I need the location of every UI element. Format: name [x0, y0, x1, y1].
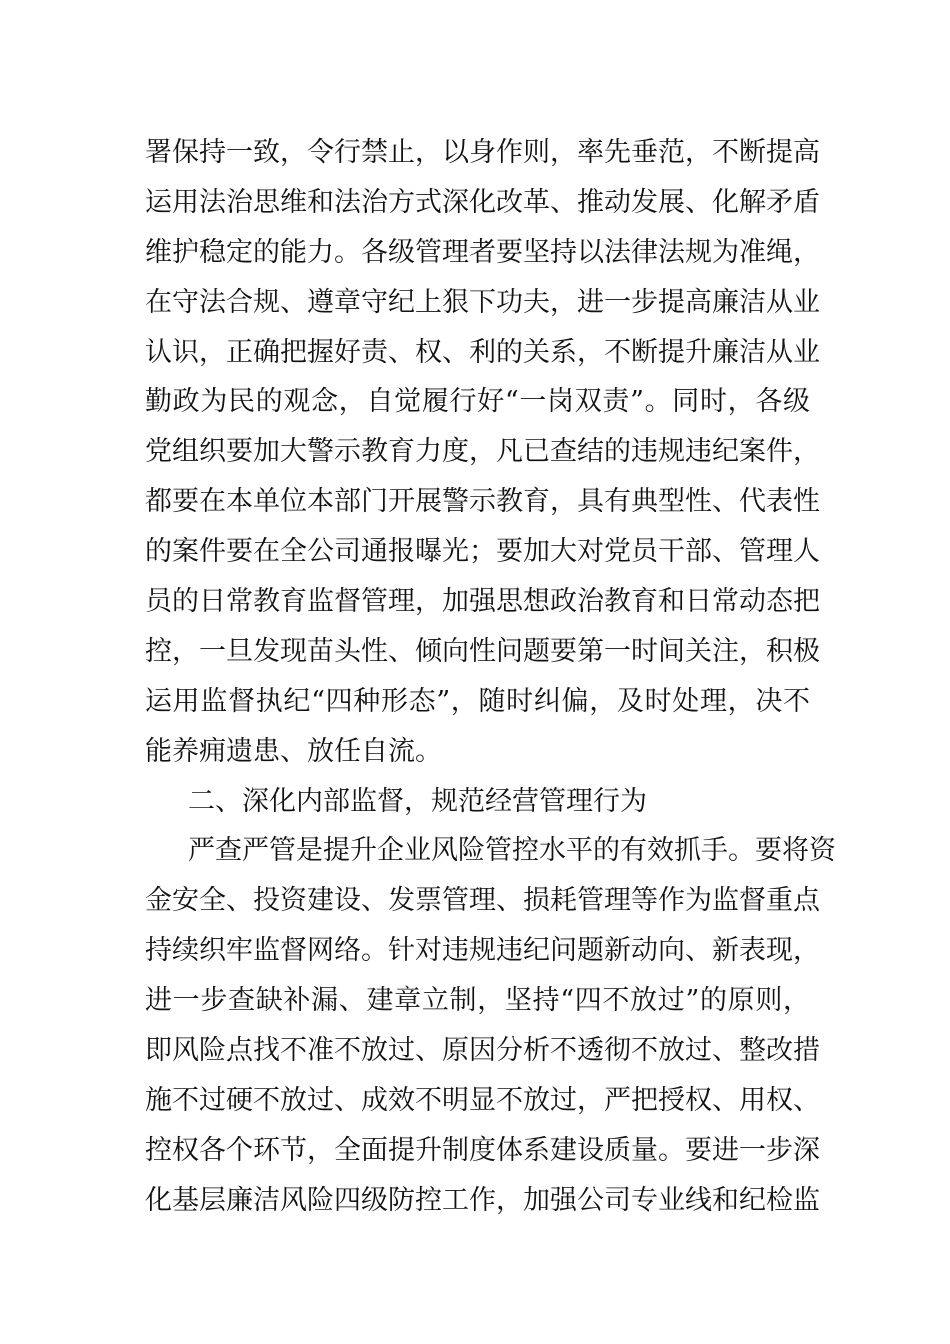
text-line: 即风险点找不准不放过、原因分析不透彻不放过、整改措 — [145, 1035, 820, 1067]
text-line: 施不过硬不放过、成效不明显不放过，严把授权、用权、 — [145, 1084, 820, 1116]
document-body — [145, 128, 836, 1226]
text-line: 控，一旦发现苗头性、倾向性问题要第一时间关注，积极 — [145, 635, 820, 667]
text-line: 运用法治思维和法治方式深化改革、推动发展、化解矛盾 — [145, 186, 820, 218]
text-line: 认识，正确把握好责、权、利的关系，不断提升廉洁从业 — [145, 336, 820, 368]
text-line: 进一步查缺补漏、建章立制，坚持“四不放过”的原则， — [145, 985, 810, 1017]
text-line: 勤政为民的观念，自觉履行好“一岗双责”。同时，各级 — [145, 386, 810, 418]
text-line: 都要在本单位本部门开展警示教育，具有典型性、代表性 — [145, 486, 820, 518]
text-line: 员的日常教育监督管理，加强思想政治教育和日常动态把 — [145, 586, 820, 618]
text-line: 化基层廉洁风险四级防控工作，加强公司专业线和纪检监 — [145, 1184, 820, 1216]
text-line: 的案件要在全公司通报曝光；要加大对党员干部、管理人 — [145, 536, 820, 568]
text-line: 控权各个环节，全面提升制度体系建设质量。要进一步深 — [145, 1134, 820, 1166]
text-line: 维护稳定的能力。各级管理者要坚持以法律法规为准绳， — [145, 236, 820, 268]
text-line: 持续织牢监督网络。针对违规违纪问题新动向、新表现， — [145, 935, 820, 967]
section-heading: 二、深化内部监督，规范经营管理行为 — [188, 785, 647, 817]
text-line: 能养痈遗患、放任自流。 — [145, 735, 442, 767]
text-line: 运用监督执纪“四种形态”，随时纠偏，及时处理，决不 — [145, 685, 810, 717]
text-line: 严查严管是提升企业风险管控水平的有效抓手。要将资 — [188, 835, 836, 867]
text-line: 党组织要加大警示教育力度，凡已查结的违规违纪案件， — [145, 436, 820, 468]
text-line: 在守法合规、遵章守纪上狠下功夫，进一步提高廉洁从业 — [145, 286, 820, 318]
text-line: 署保持一致，令行禁止，以身作则，率先垂范，不断提高 — [145, 137, 820, 168]
text-line: 金安全、投资建设、发票管理、损耗管理等作为监督重点 — [145, 885, 820, 917]
